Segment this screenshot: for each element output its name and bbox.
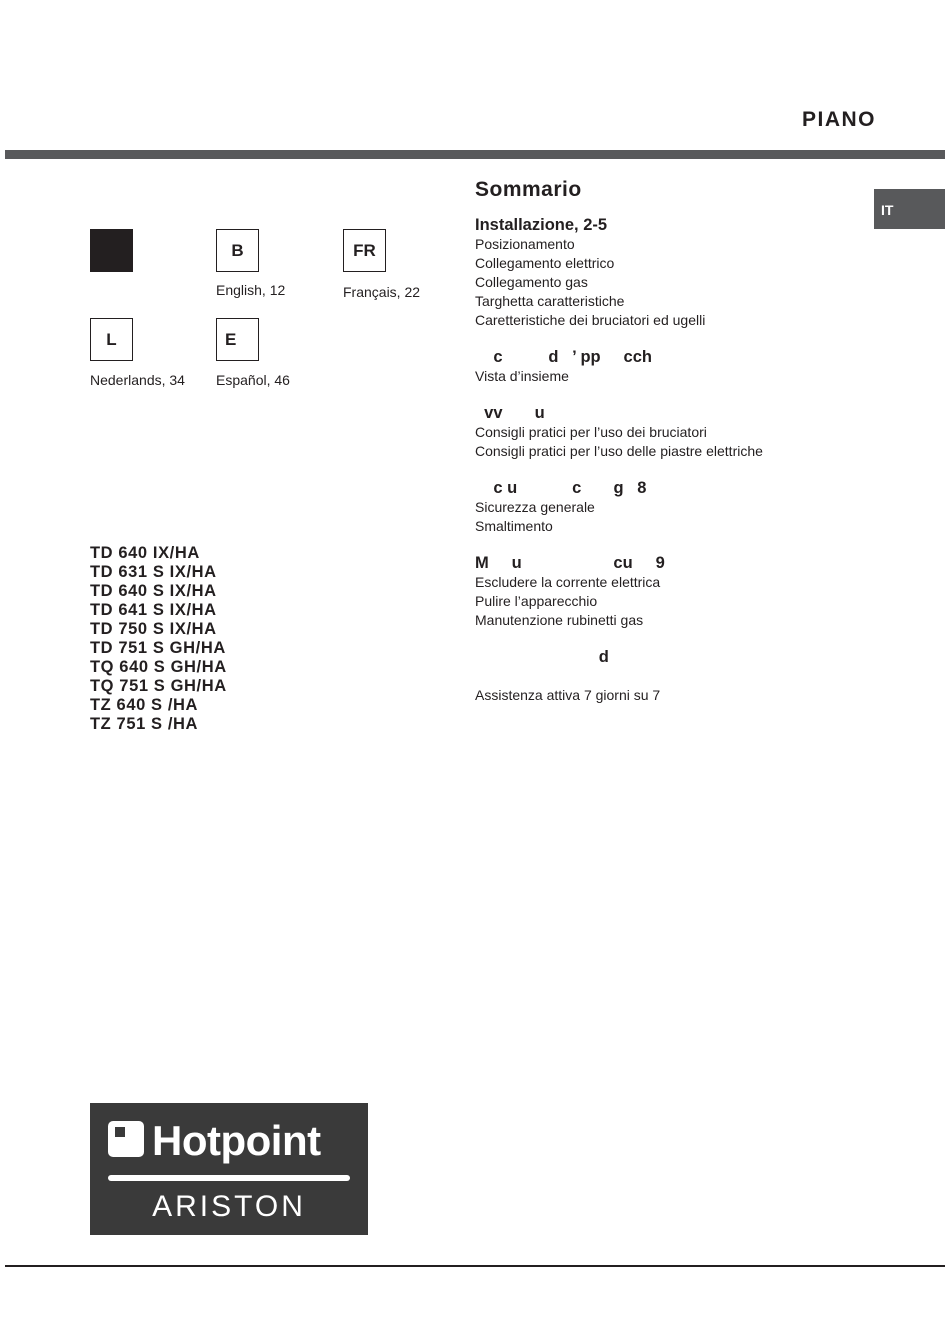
header-divider-bar [5, 150, 945, 159]
page-title: PIANO [802, 108, 877, 131]
hotpoint-ariston-logo [90, 1103, 368, 1235]
language-label-dutch: Nederlands, 34 [90, 372, 185, 388]
language-tab-it: IT [874, 189, 945, 229]
logo-brand-text: Hotpoint [152, 1117, 321, 1164]
model-name: TQ 751 S GH/HA [90, 677, 227, 695]
logo-sub-text: ARISTON [152, 1190, 306, 1223]
toc-item: Posizionamento [475, 236, 575, 252]
toc-item: Collegamento gas [475, 274, 588, 290]
toc-section [475, 347, 865, 386]
table-of-contents [475, 178, 865, 722]
model-name: TZ 751 S /HA [90, 715, 199, 733]
toc-item: Collegamento elettrico [475, 255, 615, 271]
model-list [90, 544, 227, 734]
language-box-english: B [216, 229, 259, 272]
language-box-spanish: E [216, 318, 259, 361]
toc-item [475, 667, 865, 686]
logo-divider [108, 1175, 350, 1181]
toc-section [475, 553, 865, 630]
toc-section-heading: vv u [475, 404, 545, 422]
toc-item: Vista d’insieme [475, 368, 569, 384]
toc-item: Pulire l’apparecchio [475, 593, 598, 609]
logo-graphic [90, 1103, 368, 1235]
model-name: TQ 640 S GH/HA [90, 658, 227, 676]
language-box-french: FR [343, 229, 386, 272]
toc-item: Manutenzione rubinetti gas [475, 612, 644, 628]
model-name: TD 640 IX/HA [90, 544, 200, 562]
footer-divider-line [5, 1265, 945, 1267]
model-name: TD 640 S IX/HA [90, 582, 217, 600]
toc-item: Escludere la corrente elettrica [475, 574, 661, 590]
toc-item: Consigli pratici per l’uso dei bruciatori [475, 424, 707, 440]
language-box-italian [90, 229, 133, 272]
toc-item: Smaltimento [475, 518, 553, 534]
model-name: TD 751 S GH/HA [90, 639, 226, 657]
language-label-french: Français, 22 [343, 284, 421, 300]
toc-section-heading: c d ’ pp cch [475, 348, 652, 366]
toc-item: Consigli pratici per l’uso delle piastre elettriche [475, 443, 763, 459]
toc-section-heading: M u cu 9 [475, 554, 665, 572]
logo-mark-icon [108, 1121, 144, 1157]
language-label-english: English, 12 [216, 282, 286, 298]
toc-item: Targhetta caratteristiche [475, 293, 625, 309]
toc-item: Assistenza attiva 7 giorni su 7 [475, 687, 661, 703]
toc-title: Sommario [475, 178, 582, 201]
toc-section [475, 215, 865, 330]
toc-section [475, 478, 865, 536]
language-box-dutch: L [90, 318, 133, 361]
language-label-spanish: Español, 46 [216, 372, 290, 388]
toc-section-heading: d [475, 648, 609, 666]
toc-section-heading: Installazione, 2-5 [475, 216, 608, 234]
model-name: TZ 640 S /HA [90, 696, 199, 714]
model-name: TD 750 S IX/HA [90, 620, 217, 638]
toc-section-heading: c u c g 8 [475, 479, 647, 497]
model-name: TD 631 S IX/HA [90, 563, 217, 581]
model-name: TD 641 S IX/HA [90, 601, 217, 619]
toc-section [475, 403, 865, 461]
toc-item: Caretteristiche dei bruciatori ed ugelli [475, 312, 706, 328]
toc-section [475, 647, 865, 705]
toc-item: Sicurezza generale [475, 499, 595, 515]
